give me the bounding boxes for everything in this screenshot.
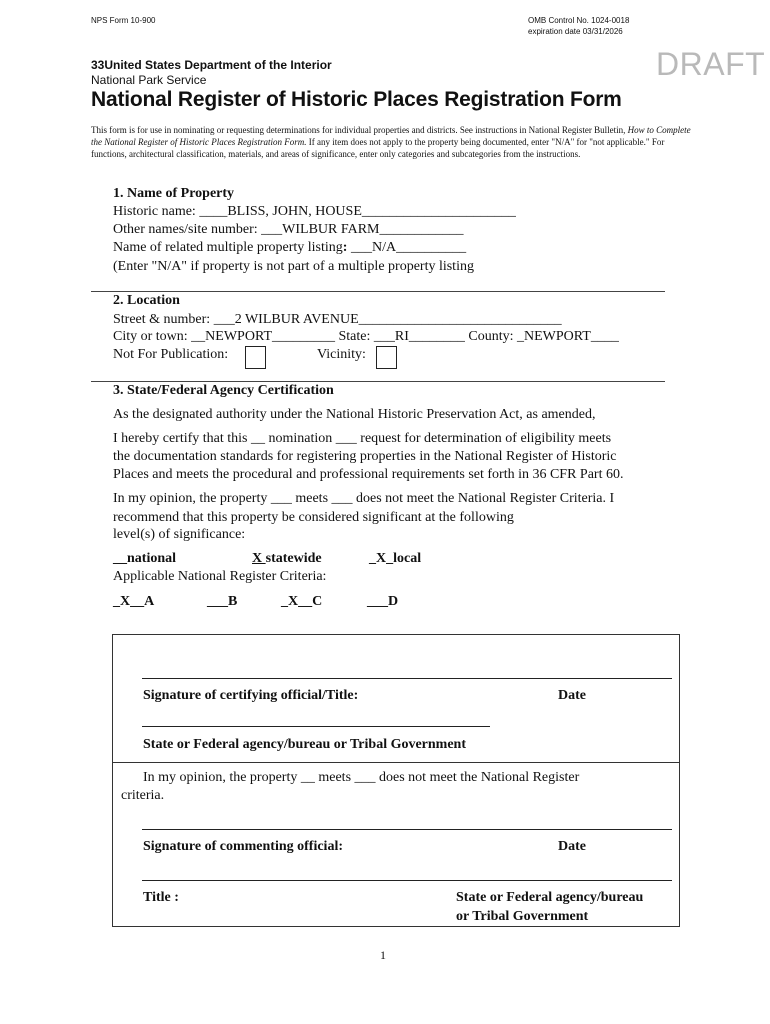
vicinity-label: Vicinity: [317, 347, 366, 362]
other-names-row [113, 222, 464, 238]
commenting-opinion-line-1: In my opinion, the property __ meets ___ does not meet the National Register [143, 770, 580, 785]
title-signature-line[interactable] [142, 880, 672, 881]
state-value[interactable]: ___RI________ [373, 329, 465, 344]
county-label: County: [464, 329, 518, 344]
city-value[interactable]: __NEWPORT_________ [191, 329, 335, 344]
related-listing-label: Name of related multiple property listing [113, 240, 343, 255]
level-statewide-mark: X [252, 551, 266, 566]
expiration-date: expiration date 03/31/2026 [528, 27, 623, 36]
title-label: Title : [143, 890, 179, 905]
form-number: NPS Form 10-900 [91, 16, 156, 25]
opinion-line-3: level(s) of significance: [113, 527, 246, 542]
agency-label: State or Federal agency/bureau or Tribal Government [143, 737, 467, 752]
commenting-official-label: Signature of commenting official: [143, 839, 343, 854]
department-name: 33United States Department of the Interior [91, 58, 332, 72]
criteria-a-mark: _X__ [113, 594, 145, 609]
criteria-d-mark: ___ [367, 594, 388, 609]
state-label: State: [335, 329, 374, 344]
criteria-d-label: D [388, 594, 399, 609]
not-for-publication-label: Not For Publication: [113, 347, 229, 362]
historic-name-value[interactable]: ____BLISS, JOHN, HOUSE______________________ [199, 204, 516, 219]
city-state-county-row [113, 329, 619, 345]
street-value[interactable]: ___2 WILBUR AVENUE_____________________________ [213, 312, 562, 327]
commenting-signature-line[interactable] [142, 829, 672, 830]
intro-text-part2: If any item does not apply to the property being documented, enter "N/A" for "not applicable." For functions, architectural classification, materials, and areas of significance, enter only categories and subcategories from the instructions. [91, 137, 665, 159]
level-local-mark: _X_ [369, 551, 394, 566]
historic-name-row [113, 204, 516, 220]
intro-paragraph [91, 124, 691, 160]
not-for-publication-checkbox[interactable] [245, 346, 266, 369]
certification-line-2: the documentation standards for registering properties in the National Register of Historic [113, 449, 617, 464]
opinion-line-1: In my opinion, the property ___ meets ___ does not meet the National Register Criteria. I [113, 491, 615, 506]
criteria-a[interactable] [113, 594, 154, 610]
agency-signature-line[interactable] [142, 726, 490, 727]
street-label: Street & number: [113, 312, 214, 327]
section-divider [91, 381, 665, 382]
page-title: National Register of Historic Places Registration Form [91, 88, 622, 111]
criteria-c-mark: _X__ [281, 594, 313, 609]
level-local[interactable] [369, 551, 421, 567]
related-listing-row [113, 240, 466, 256]
historic-name-label: Historic name: [113, 204, 200, 219]
criteria-c[interactable] [281, 594, 322, 610]
related-listing-note: (Enter "N/A" if property is not part of a multiple property listing [113, 259, 474, 274]
criteria-a-label: A [144, 594, 155, 609]
criteria-b-label: B [228, 594, 238, 609]
agency-label-2-line-2: or Tribal Government [456, 909, 589, 924]
signature-box-divider [112, 762, 679, 763]
criteria-b[interactable] [207, 594, 237, 610]
commenting-date-label: Date [558, 839, 586, 854]
designated-authority-text: As the designated authority under the National Historic Preservation Act, as amended, [113, 407, 596, 422]
section1-heading: 1. Name of Property [113, 186, 235, 201]
section-divider [91, 291, 665, 292]
criteria-c-label: C [312, 594, 323, 609]
street-row [113, 312, 562, 328]
other-names-value[interactable]: ___WILBUR FARM____________ [261, 222, 464, 237]
related-listing-value[interactable]: ___N/A__________ [347, 240, 467, 255]
county-value[interactable]: _NEWPORT____ [517, 329, 619, 344]
city-label: City or town: [113, 329, 192, 344]
criteria-d[interactable] [367, 594, 398, 610]
other-names-label: Other names/site number: [113, 222, 262, 237]
opinion-line-2: recommend that this property be considered significant at the following [113, 510, 514, 525]
level-statewide[interactable] [252, 551, 322, 567]
certifying-date-label: Date [558, 688, 586, 703]
service-name: National Park Service [91, 73, 207, 87]
intro-bulletin-title: How to Complete the National Register of Historic Places Registration Form. [91, 125, 691, 147]
criteria-b-mark: ___ [207, 594, 228, 609]
draft-watermark: DRAFT [656, 46, 766, 82]
certification-line-3: Places and meets the procedural and professional requirements set forth in 36 CFR Part 60. [113, 467, 624, 482]
level-national[interactable]: __national [113, 551, 177, 566]
certifying-signature-line[interactable] [142, 678, 672, 679]
related-listing-colon: : [342, 240, 348, 255]
vicinity-checkbox[interactable] [376, 346, 397, 369]
criteria-label: Applicable National Register Criteria: [113, 569, 327, 584]
level-local-label: local [393, 551, 422, 566]
omb-control-number: OMB Control No. 1024-0018 [528, 16, 630, 25]
level-statewide-label: statewide [265, 551, 322, 566]
commenting-opinion-line-2: criteria. [121, 788, 165, 803]
certifying-official-label: Signature of certifying official/Title: [143, 688, 359, 703]
section3-heading: 3. State/Federal Agency Certification [113, 383, 334, 398]
certification-line-1: I hereby certify that this __ nomination ___ request for determination of eligibility meets [113, 431, 612, 446]
intro-text-part1: This form is for use in nominating or requesting determinations for individual properties and districts. See instructions in National Register Bulletin, [91, 125, 628, 135]
page-number: 1 [380, 948, 386, 962]
section2-heading: 2. Location [113, 293, 180, 308]
agency-label-2-line-1: State or Federal agency/bureau [456, 890, 644, 905]
